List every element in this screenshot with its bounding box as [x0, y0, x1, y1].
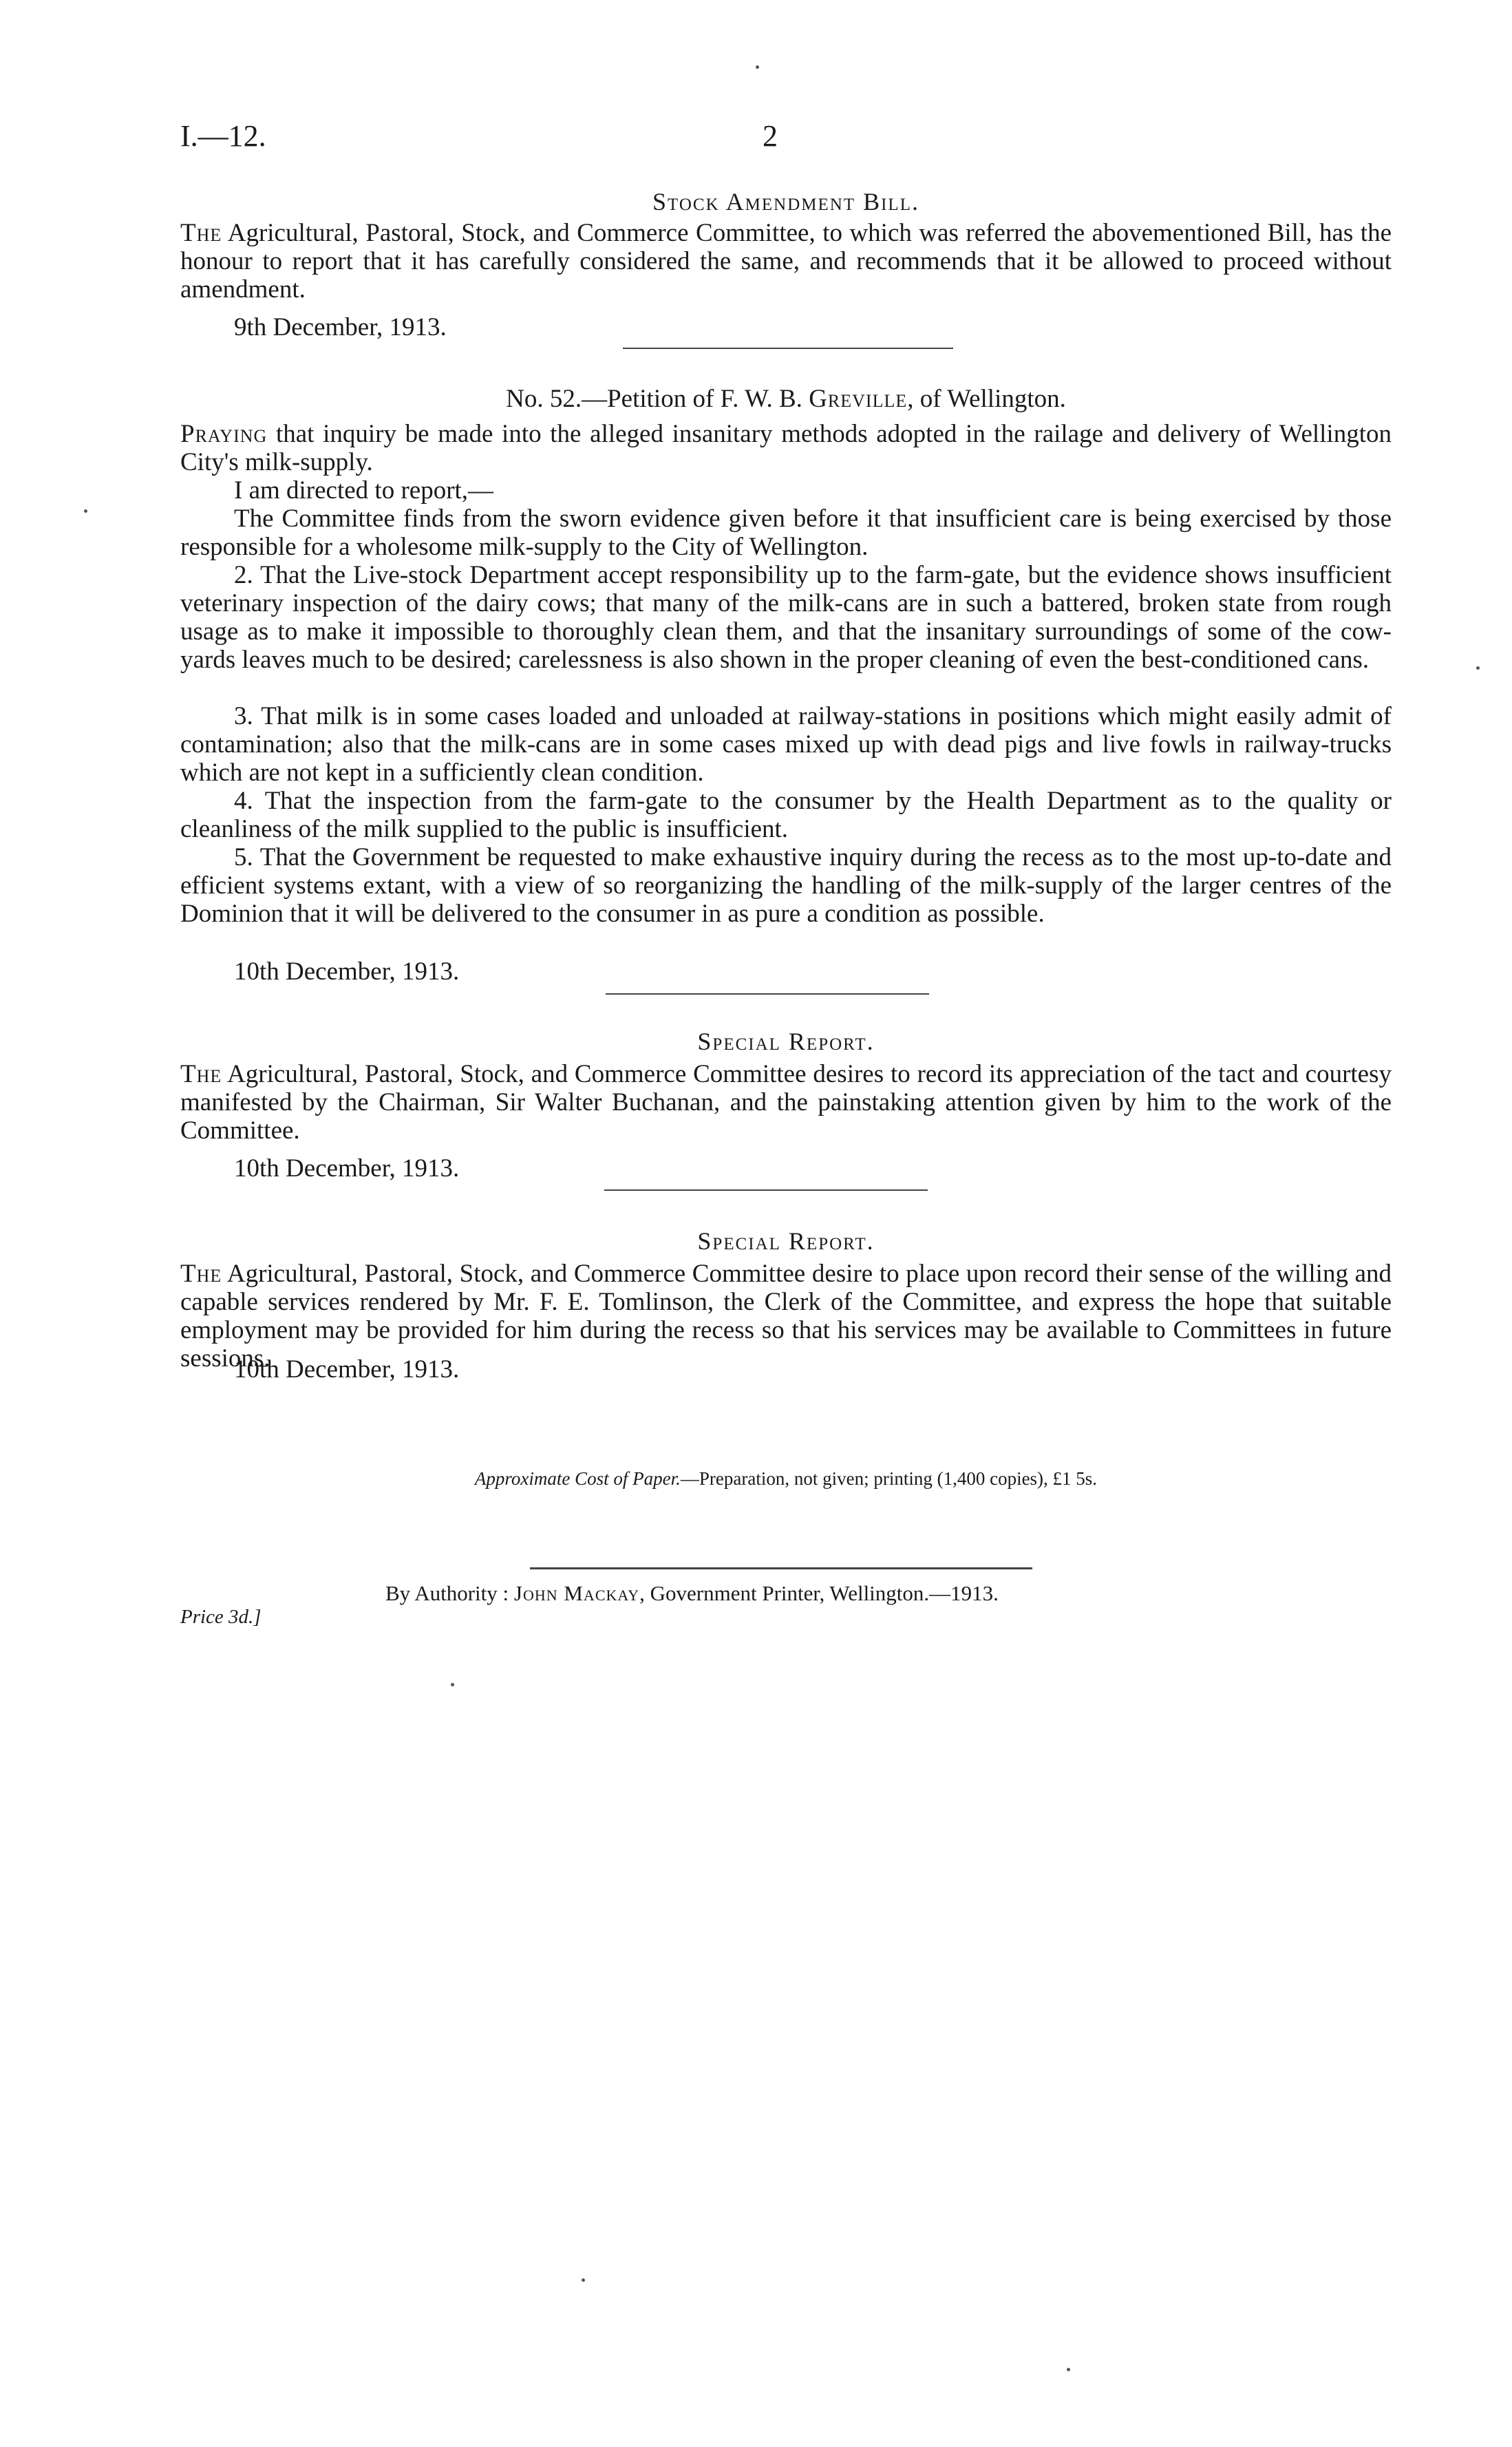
- scan-speck: [582, 2278, 585, 2282]
- section-divider: [623, 348, 953, 349]
- stock-bill-body: Agricultural, Pastoral, Stock, and Commerce Committee, to which was referred the abovementioned Bill, has the honour to report that it has carefully considered the same, and recommends that it be allowed to proceed without amendment.: [180, 219, 1392, 304]
- special-report-2-date: 10th December, 1913.: [234, 1355, 460, 1384]
- cost-label: Approximate Cost of Paper.: [474, 1468, 681, 1489]
- cost-text: —Preparation, not given; printing (1,400 copies), £1 5s.: [680, 1468, 1098, 1489]
- section-divider: [604, 1189, 928, 1191]
- scan-speck: [84, 509, 87, 513]
- scan-speck: [451, 1683, 454, 1686]
- section-title-stock-bill: Stock Amendment Bill.: [652, 188, 919, 215]
- special-report-1-paragraph: [180, 1060, 1392, 1145]
- lead-word: The: [180, 1060, 222, 1088]
- petition-directed: I am directed to report,—: [234, 476, 494, 505]
- printer-name: John Mackay: [513, 1581, 640, 1605]
- petition-finding-2: 2. That the Live-stock Department accept responsibility up to the farm-gate, but the evidence shows insufficient veterinary inspection of the dairy cows; that many of the milk-cans are in such a battered, broken state from rough usage as to make it impossible to thoroughly clean them, and that the insanitary surroundings of some of the cow-yards leaves much to be desired; carelessness is also shown in the proper cleaning of even the best-conditioned cans.: [180, 561, 1392, 674]
- stock-bill-date: 9th December, 1913.: [234, 313, 447, 341]
- price: Price 3d.]: [180, 1606, 262, 1628]
- petition-date: 10th December, 1913.: [234, 957, 460, 986]
- petitioner-name: Greville: [809, 385, 908, 413]
- section-title-special-report-2: Special Report.: [697, 1227, 875, 1255]
- scan-speck: [1067, 2368, 1070, 2371]
- section-divider: [606, 993, 929, 995]
- paper-reference: I.—12.: [180, 119, 266, 153]
- special-report-1-date: 10th December, 1913.: [234, 1154, 460, 1183]
- petition-title: [180, 384, 1392, 414]
- special-report-2-body: Agricultural, Pastoral, Stock, and Commerce Committee desire to place upon record their sense of the willing and capable services rendered by Mr. F. E. Tomlinson, the Clerk of the Committee, and express the hope that suitable employment may be provided for him during the recess so that his services may be available to Committees in future sessions.: [180, 1260, 1392, 1373]
- petition-finding-1: The Committee finds from the sworn evidence given before it that insufficient care is being exercised by those responsible for a wholesome milk-supply to the City of Wellington.: [180, 505, 1392, 561]
- petition-prayer-body: that inquiry be made into the alleged insanitary methods adopted in the railage and delivery of Wellington City's milk-supply.: [180, 420, 1392, 476]
- lead-word: The: [180, 1260, 222, 1288]
- authority-suffix: , Government Printer, Wellington.—1913.: [639, 1581, 999, 1605]
- section-title-special-report-1: Special Report.: [697, 1028, 875, 1055]
- petition-title-suffix: , of Wellington.: [907, 385, 1066, 413]
- scan-speck: [756, 65, 759, 69]
- petition-finding-5: 5. That the Government be requested to make exhaustive inquiry during the recess as to the most up-to-date and efficient systems extant, with a view of so reorganizing the handling of the milk-supply of the larger centres of the Dominion that it will be delivered to the consumer in as pure a condition as possible.: [180, 843, 1392, 928]
- scan-speck: [1476, 666, 1480, 670]
- page-number: 2: [763, 119, 778, 153]
- lead-word: Praying: [180, 420, 268, 448]
- stock-bill-paragraph: [180, 219, 1392, 304]
- footer-rule: [530, 1567, 1032, 1569]
- cost-of-paper-note: [180, 1468, 1392, 1490]
- petition-title-prefix: No. 52.—Petition of F. W. B.: [506, 385, 809, 413]
- authority-prefix: By Authority :: [385, 1581, 514, 1605]
- printer-authority: [385, 1581, 999, 1606]
- petition-finding-3: 3. That milk is in some cases loaded and unloaded at railway-stations in positions which might easily admit of contamination; also that the milk-cans are in some cases mixed up with dead pigs and live fowls in railway-trucks which are not kept in a sufficiently clean condition.: [180, 702, 1392, 787]
- lead-word: The: [180, 219, 222, 247]
- petition-finding-4: 4. That the inspection from the farm-gate to the consumer by the Health Department as to the quality or cleanliness of the milk supplied to the public is insufficient.: [180, 787, 1392, 843]
- petition-prayer: [180, 420, 1392, 476]
- special-report-1-body: Agricultural, Pastoral, Stock, and Commerce Committee desires to record its appreciation of the tact and courtesy manifested by the Chairman, Sir Walter Buchanan, and the painstaking attention given by him to the work of the Committee.: [180, 1060, 1392, 1145]
